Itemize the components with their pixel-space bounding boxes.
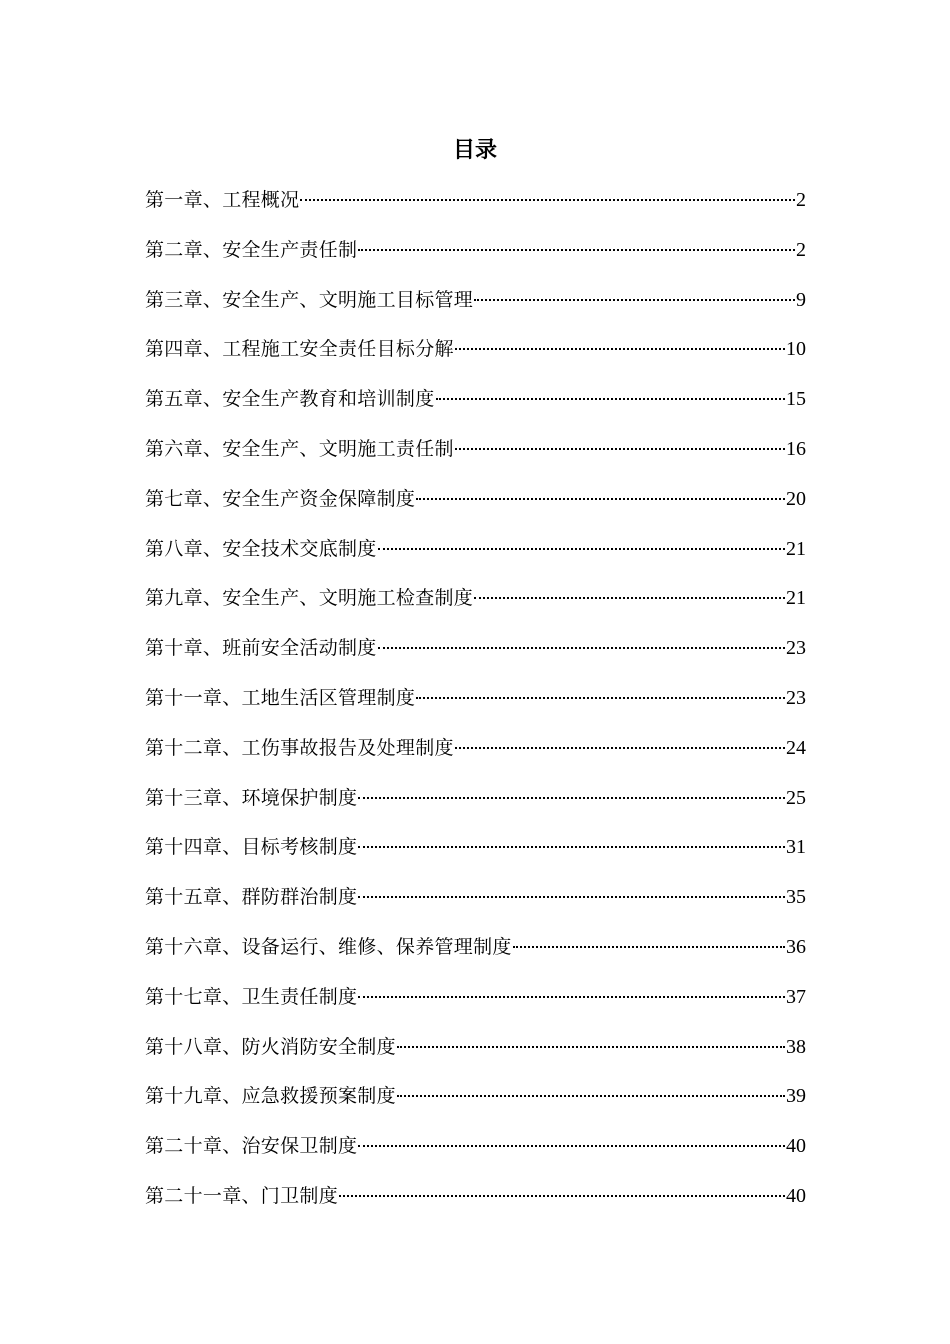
toc-entry-label: 第十七章、卫生责任制度	[145, 985, 358, 1008]
toc-dot-leader	[378, 647, 785, 649]
toc-entry[interactable]	[145, 284, 806, 334]
toc-entry[interactable]	[145, 732, 806, 782]
toc-entry-page: 9	[796, 288, 806, 311]
toc-entry[interactable]	[145, 881, 806, 931]
toc-entry-page: 2	[796, 189, 806, 211]
toc-dot-leader	[397, 1046, 785, 1048]
toc-entry-label: 第十八章、防火消防安全制度	[145, 1035, 396, 1058]
toc-entry[interactable]	[145, 1130, 806, 1180]
toc-dot-leader	[358, 1145, 785, 1147]
toc-entry[interactable]	[145, 582, 806, 632]
toc-entry-page: 40	[786, 1135, 806, 1158]
toc-dot-leader	[513, 946, 785, 948]
toc-entry-page: 21	[786, 587, 806, 610]
toc-entry[interactable]	[145, 981, 806, 1031]
toc-entry[interactable]	[145, 234, 806, 284]
toc-entry-label: 第二十一章、门卫制度	[145, 1184, 339, 1207]
toc-entry-page: 21	[786, 537, 806, 560]
toc-entry[interactable]	[145, 831, 806, 881]
toc-entry-label: 第五章、安全生产教育和培训制度	[145, 388, 435, 411]
toc-entry-label: 第八章、安全技术交底制度	[145, 537, 377, 560]
toc-entry-label: 第十一章、工地生活区管理制度	[145, 686, 416, 709]
toc-entry-page: 39	[786, 1085, 806, 1108]
toc-entry-label: 第六章、安全生产、文明施工责任制	[145, 437, 454, 460]
toc-entry[interactable]	[145, 383, 806, 433]
toc-entry[interactable]	[145, 682, 806, 732]
toc-entry[interactable]	[145, 184, 806, 234]
toc-list	[145, 184, 806, 1230]
toc-dot-leader	[436, 398, 785, 400]
toc-entry-label: 第七章、安全生产资金保障制度	[145, 487, 416, 510]
toc-entry-page: 16	[786, 437, 806, 460]
toc-entry-page: 25	[786, 786, 806, 809]
toc-entry-label: 第一章、工程概况	[145, 189, 300, 211]
toc-dot-leader	[339, 1195, 785, 1197]
toc-entry-label: 第四章、工程施工安全责任目标分解	[145, 338, 454, 361]
toc-dot-leader	[474, 299, 795, 301]
toc-entry-label: 第二章、安全生产责任制	[145, 238, 358, 261]
toc-entry[interactable]	[145, 632, 806, 682]
toc-dot-leader	[358, 846, 785, 848]
toc-entry-page: 20	[786, 487, 806, 510]
toc-entry-label: 第十二章、工伤事故报告及处理制度	[145, 736, 454, 759]
toc-entry-page: 31	[786, 836, 806, 859]
toc-entry-label: 第十六章、设备运行、维修、保养管理制度	[145, 935, 512, 958]
toc-dot-leader	[416, 498, 785, 500]
toc-entry-label: 第十三章、环境保护制度	[145, 786, 358, 809]
toc-dot-leader	[358, 996, 785, 998]
toc-dot-leader	[378, 548, 785, 550]
toc-entry[interactable]	[145, 1080, 806, 1130]
toc-entry-page: 24	[786, 736, 806, 759]
toc-dot-leader	[455, 348, 785, 350]
toc-entry-label: 第十章、班前安全活动制度	[145, 637, 377, 660]
toc-dot-leader	[358, 896, 785, 898]
toc-entry-page: 23	[786, 637, 806, 660]
toc-dot-leader	[358, 249, 795, 251]
toc-dot-leader	[416, 697, 785, 699]
toc-entry-page: 38	[786, 1035, 806, 1058]
toc-entry-label: 第二十章、治安保卫制度	[145, 1135, 358, 1158]
toc-entry-page: 10	[786, 338, 806, 361]
toc-entry-page: 15	[786, 388, 806, 411]
toc-entry-label: 第三章、安全生产、文明施工目标管理	[145, 288, 474, 311]
toc-entry-page: 23	[786, 686, 806, 709]
toc-title: 目录	[452, 138, 497, 163]
toc-entry[interactable]	[145, 533, 806, 583]
toc-entry[interactable]	[145, 931, 806, 981]
toc-dot-leader	[474, 597, 785, 599]
toc-entry[interactable]	[145, 782, 806, 832]
toc-entry-page: 36	[786, 935, 806, 958]
toc-entry[interactable]	[145, 483, 806, 533]
toc-entry-page: 2	[796, 238, 806, 261]
toc-entry-label: 第十九章、应急救援预案制度	[145, 1085, 396, 1108]
toc-entry-page: 35	[786, 886, 806, 909]
toc-entry[interactable]	[145, 433, 806, 483]
toc-dot-leader	[397, 1095, 785, 1097]
toc-entry-label: 第九章、安全生产、文明施工检查制度	[145, 587, 474, 610]
toc-dot-leader	[455, 448, 785, 450]
toc-entry[interactable]	[145, 333, 806, 383]
toc-dot-leader	[300, 199, 795, 201]
toc-entry-page: 37	[786, 985, 806, 1008]
toc-entry[interactable]	[145, 1180, 806, 1230]
toc-entry-label: 第十四章、目标考核制度	[145, 836, 358, 859]
toc-entry[interactable]	[145, 1031, 806, 1081]
toc-dot-leader	[455, 747, 785, 749]
toc-entry-page: 40	[786, 1184, 806, 1207]
toc-entry-label: 第十五章、群防群治制度	[145, 886, 358, 909]
toc-dot-leader	[358, 797, 785, 799]
